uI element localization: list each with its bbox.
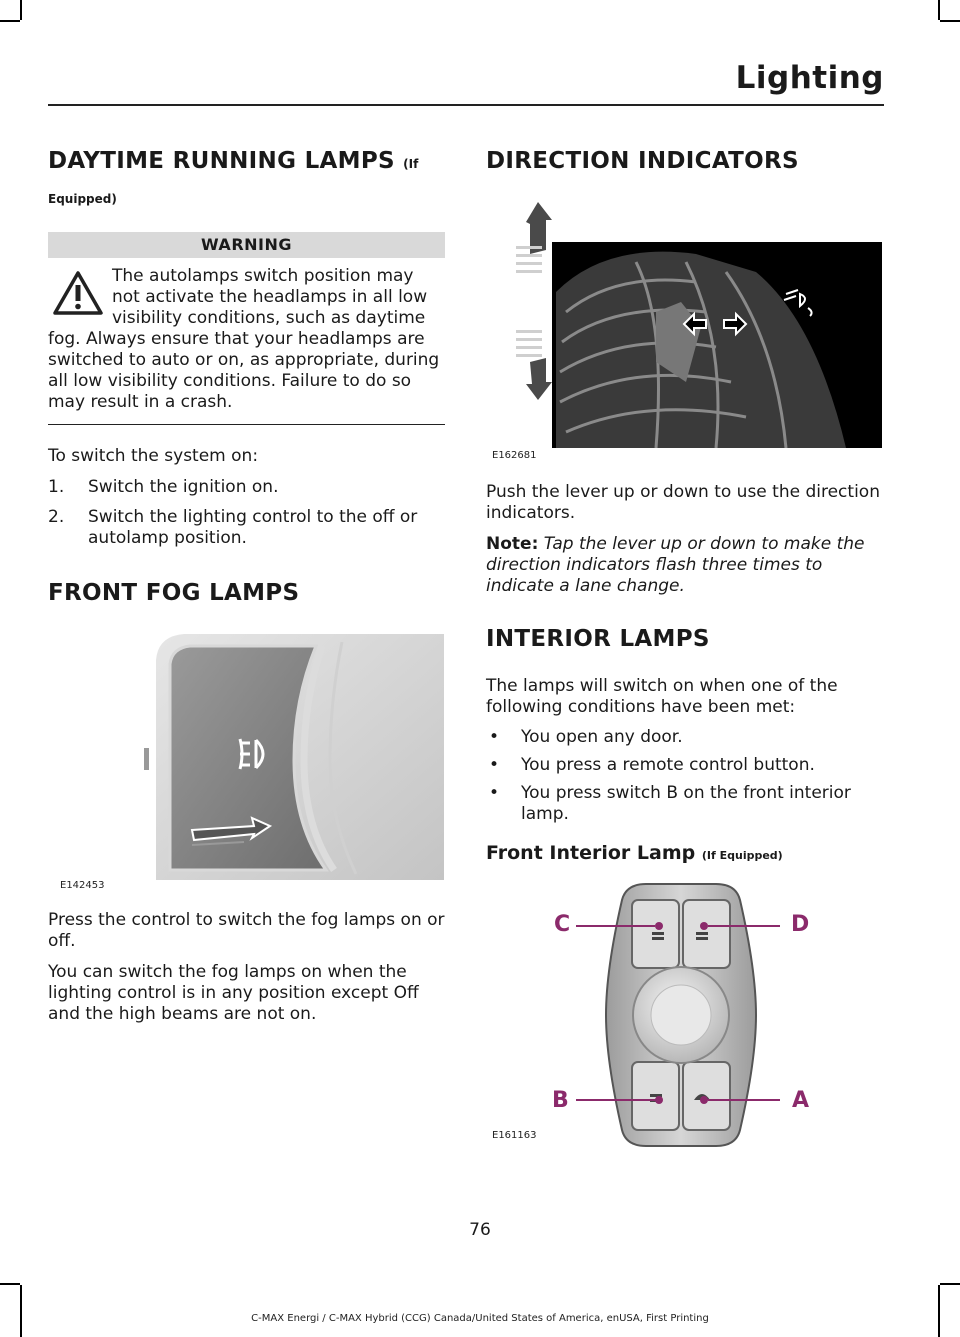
warning-divider	[48, 424, 445, 425]
note-text: Tap the lever up or down to make the direction indicators flash three times to indicate a lane change.	[486, 534, 865, 596]
fog-heading: FRONT FOG LAMPS	[48, 580, 300, 606]
crop-mark	[938, 0, 940, 20]
drl-heading	[48, 148, 418, 174]
direction-heading: DIRECTION INDICATORS	[486, 148, 799, 174]
direction-figure-code: E162681	[492, 450, 537, 461]
interior-figure-code: E161163	[492, 1130, 537, 1141]
crop-mark	[20, 0, 22, 20]
crop-mark	[940, 1283, 960, 1285]
bullet-mark: •	[489, 727, 500, 747]
list-item	[48, 507, 445, 549]
warning-line: not activate the headlamps in all low	[112, 287, 428, 307]
bullet-mark: •	[489, 783, 500, 803]
callout-c: C	[554, 912, 571, 937]
crop-mark	[940, 20, 960, 22]
bullet-text: You open any door.	[521, 727, 683, 747]
warning-line: The autolamps switch position may	[112, 266, 414, 286]
interior-conditions	[486, 727, 881, 832]
warning-label: WARNING	[48, 232, 445, 258]
step-number: 2.	[48, 507, 65, 527]
drl-intro: To switch the system on:	[48, 446, 259, 466]
bullet-text: You press a remote control button.	[521, 755, 815, 775]
direction-note	[486, 534, 881, 597]
front-interior-heading	[486, 842, 783, 864]
interior-heading: INTERIOR LAMPS	[486, 626, 710, 652]
step-number: 1.	[48, 477, 65, 497]
warning-rest: fog. Always ensure that your headlamps are switched to auto or on, as appropriate, during all low visibility conditions. Failure to do so may result in a crash.	[48, 329, 440, 412]
warning-line: visibility conditions, such as daytime	[112, 308, 426, 328]
drl-title: DAYTIME RUNNING LAMPS	[48, 148, 395, 174]
note-label: Note:	[486, 534, 539, 554]
header-divider	[48, 104, 884, 106]
direction-para: Push the lever up or down to use the direction indicators.	[486, 482, 880, 523]
step-text: Switch the lighting control to the off or autolamp position.	[88, 507, 418, 548]
direction-lever-illustration	[516, 202, 882, 448]
fog-para-2: You can switch the fog lamps on when the lighting control is in any position except Off and the high beams are not on.	[48, 962, 419, 1024]
list-item	[486, 783, 881, 825]
callout-b: B	[552, 1088, 569, 1113]
page-number: 76	[469, 1220, 491, 1240]
callout-a: A	[792, 1088, 810, 1113]
step-text: Switch the ignition on.	[88, 477, 279, 497]
callout-d: D	[791, 912, 810, 937]
fog-figure-code: E142453	[60, 880, 105, 891]
bullet-text: You press switch B on the front interior lamp.	[521, 783, 851, 824]
list-item	[48, 477, 445, 498]
footer-text: C-MAX Energi / C-MAX Hybrid (CCG) Canada/United States of America, enUSA, First Printing	[251, 1313, 709, 1324]
page-title: Lighting	[735, 60, 884, 96]
front-interior-title: Front Interior Lamp	[486, 842, 696, 864]
list-item	[486, 727, 881, 748]
front-interior-lamp-illustration	[546, 880, 816, 1150]
drl-title-suffix2: Equipped)	[48, 192, 117, 206]
crop-mark	[0, 1283, 20, 1285]
warning-text	[48, 266, 445, 413]
fog-lamp-switch-illustration	[144, 630, 444, 880]
crop-mark	[938, 1285, 940, 1337]
bullet-mark: •	[489, 755, 500, 775]
interior-intro: The lamps will switch on when one of the following conditions have been met:	[486, 676, 838, 717]
list-item	[486, 755, 881, 776]
crop-mark	[20, 1285, 22, 1337]
fog-para-1: Press the control to switch the fog lamps on or off.	[48, 910, 445, 951]
crop-mark	[0, 20, 20, 22]
front-interior-suffix: (If Equipped)	[701, 849, 783, 862]
drl-title-suffix: (If	[403, 157, 419, 171]
drl-steps	[48, 477, 445, 558]
